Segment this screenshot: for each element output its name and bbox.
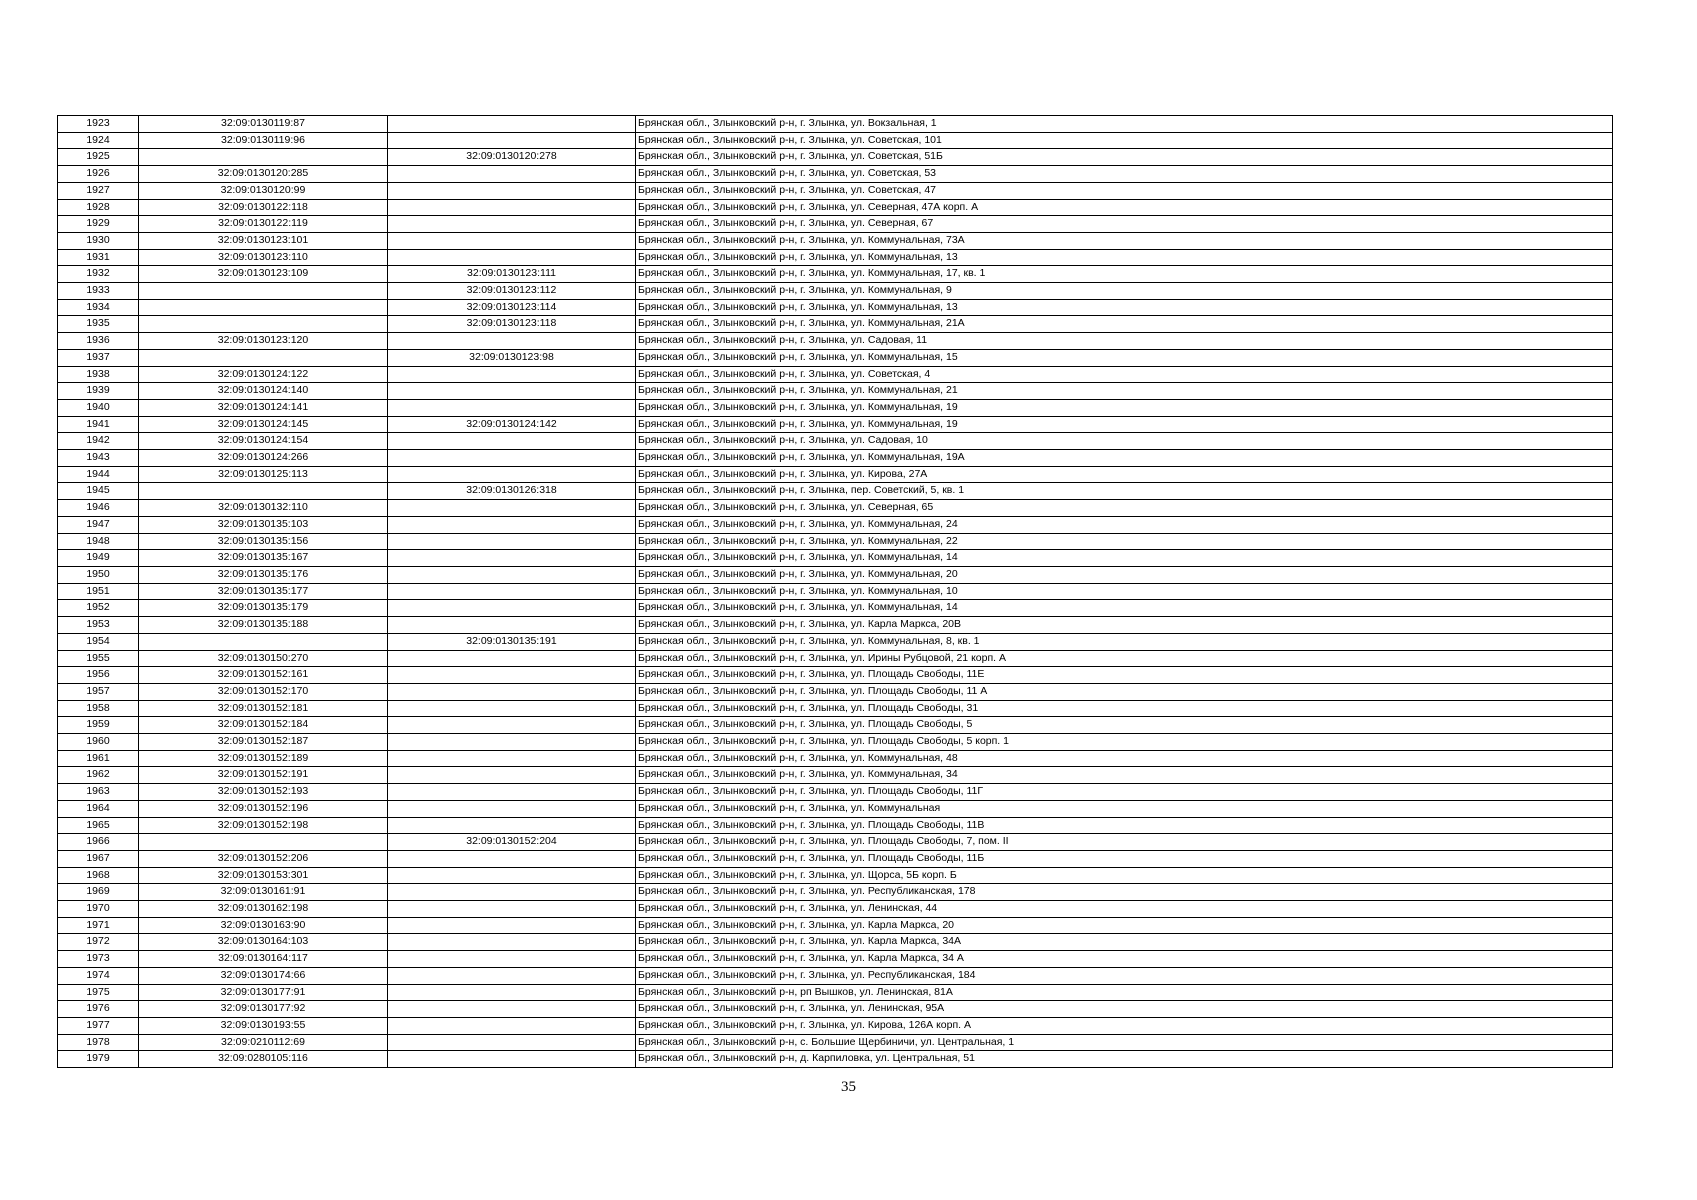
- related-cadastral-number-cell: [388, 249, 636, 266]
- table-row: [58, 951, 1613, 968]
- table-row: [58, 834, 1613, 851]
- table-row: [58, 717, 1613, 734]
- address-cell: Брянская обл., Злынковский р-н, г. Злынка, ул. Коммунальная, 22: [636, 533, 1613, 550]
- row-number-cell: 1968: [58, 867, 139, 884]
- cadastral-number-cell: 32:09:0130152:193: [139, 784, 388, 801]
- cadastral-number-cell: 32:09:0130153:301: [139, 867, 388, 884]
- table-row: [58, 166, 1613, 183]
- address-cell: Брянская обл., Злынковский р-н, г. Злынка, ул. Площадь Свободы, 11 А: [636, 683, 1613, 700]
- row-number-cell: 1943: [58, 450, 139, 467]
- related-cadastral-number-cell: [388, 800, 636, 817]
- row-number-cell: 1976: [58, 1001, 139, 1018]
- related-cadastral-number-cell: [388, 216, 636, 233]
- cadastral-number-cell: 32:09:0130123:109: [139, 266, 388, 283]
- related-cadastral-number-cell: [388, 817, 636, 834]
- related-cadastral-number-cell: [388, 132, 636, 149]
- table-row: [58, 1051, 1613, 1068]
- table-row: [58, 901, 1613, 918]
- address-cell: Брянская обл., Злынковский р-н, г. Злынка, ул. Садовая, 11: [636, 333, 1613, 350]
- row-number-cell: 1956: [58, 667, 139, 684]
- address-cell: Брянская обл., Злынковский р-н, г. Злынка, ул. Коммунальная, 8, кв. 1: [636, 633, 1613, 650]
- related-cadastral-number-cell: [388, 182, 636, 199]
- related-cadastral-number-cell: 32:09:0130135:191: [388, 633, 636, 650]
- row-number-cell: 1972: [58, 934, 139, 951]
- row-number-cell: 1953: [58, 617, 139, 634]
- related-cadastral-number-cell: 32:09:0130124:142: [388, 416, 636, 433]
- address-cell: Брянская обл., Злынковский р-н, г. Злынка, ул. Щорса, 5Б корп. Б: [636, 867, 1613, 884]
- row-number-cell: 1973: [58, 951, 139, 968]
- table-row: [58, 149, 1613, 166]
- table-row: [58, 450, 1613, 467]
- related-cadastral-number-cell: [388, 1034, 636, 1051]
- table-row: [58, 299, 1613, 316]
- row-number-cell: 1966: [58, 834, 139, 851]
- address-cell: Брянская обл., Злынковский р-н, г. Злынка, ул. Северная, 65: [636, 500, 1613, 517]
- related-cadastral-number-cell: [388, 333, 636, 350]
- row-number-cell: 1954: [58, 633, 139, 650]
- related-cadastral-number-cell: [388, 1001, 636, 1018]
- related-cadastral-number-cell: [388, 116, 636, 133]
- cadastral-number-cell: 32:09:0130152:191: [139, 767, 388, 784]
- row-number-cell: 1959: [58, 717, 139, 734]
- row-number-cell: 1935: [58, 316, 139, 333]
- table-row: [58, 366, 1613, 383]
- cadastral-number-cell: 32:09:0130164:103: [139, 934, 388, 951]
- row-number-cell: 1933: [58, 283, 139, 300]
- related-cadastral-number-cell: [388, 550, 636, 567]
- cadastral-number-cell: 32:09:0130152:170: [139, 683, 388, 700]
- table-row: [58, 867, 1613, 884]
- table-row: [58, 633, 1613, 650]
- row-number-cell: 1924: [58, 132, 139, 149]
- cadastral-number-cell: 32:09:0130124:266: [139, 450, 388, 467]
- cadastral-number-cell: 32:09:0130152:161: [139, 667, 388, 684]
- row-number-cell: 1952: [58, 600, 139, 617]
- related-cadastral-number-cell: [388, 617, 636, 634]
- related-cadastral-number-cell: [388, 967, 636, 984]
- row-number-cell: 1971: [58, 917, 139, 934]
- address-cell: Брянская обл., Злынковский р-н, г. Злынка, ул. Северная, 67: [636, 216, 1613, 233]
- row-number-cell: 1958: [58, 700, 139, 717]
- table-row: [58, 132, 1613, 149]
- address-cell: Брянская обл., Злынковский р-н, г. Злынка, ул. Площадь Свободы, 7, пом. II: [636, 834, 1613, 851]
- row-number-cell: 1923: [58, 116, 139, 133]
- table-row: [58, 917, 1613, 934]
- table-row: [58, 1017, 1613, 1034]
- table-row: [58, 333, 1613, 350]
- cadastral-number-cell: 32:09:0130122:119: [139, 216, 388, 233]
- row-number-cell: 1930: [58, 232, 139, 249]
- page-number: 35: [841, 1079, 856, 1095]
- related-cadastral-number-cell: [388, 734, 636, 751]
- related-cadastral-number-cell: [388, 850, 636, 867]
- table-row: [58, 734, 1613, 751]
- row-number-cell: 1963: [58, 784, 139, 801]
- cadastral-number-cell: 32:09:0130164:117: [139, 951, 388, 968]
- row-number-cell: 1944: [58, 466, 139, 483]
- cadastral-number-cell: 32:09:0130124:141: [139, 399, 388, 416]
- address-cell: Брянская обл., Злынковский р-н, г. Злынка, ул. Советская, 51Б: [636, 149, 1613, 166]
- cadastral-number-cell: 32:09:0130162:198: [139, 901, 388, 918]
- related-cadastral-number-cell: [388, 884, 636, 901]
- address-cell: Брянская обл., Злынковский р-н, г. Злынка, ул. Карла Маркса, 20В: [636, 617, 1613, 634]
- table-row: [58, 750, 1613, 767]
- related-cadastral-number-cell: [388, 600, 636, 617]
- row-number-cell: 1937: [58, 349, 139, 366]
- related-cadastral-number-cell: [388, 901, 636, 918]
- registry-table: [57, 115, 1613, 1068]
- cadastral-number-cell: 32:09:0130122:118: [139, 199, 388, 216]
- cadastral-number-cell: 32:09:0130152:189: [139, 750, 388, 767]
- table-row: [58, 817, 1613, 834]
- cadastral-number-cell: 32:09:0130177:91: [139, 984, 388, 1001]
- related-cadastral-number-cell: [388, 750, 636, 767]
- table-row: [58, 383, 1613, 400]
- table-row: [58, 116, 1613, 133]
- address-cell: Брянская обл., Злынковский р-н, г. Злынка, ул. Коммунальная, 13: [636, 299, 1613, 316]
- row-number-cell: 1945: [58, 483, 139, 500]
- cadastral-number-cell: 32:09:0130150:270: [139, 650, 388, 667]
- row-number-cell: 1979: [58, 1051, 139, 1068]
- table-row: [58, 483, 1613, 500]
- address-cell: Брянская обл., Злынковский р-н, г. Злынка, ул. Коммунальная, 9: [636, 283, 1613, 300]
- address-cell: Брянская обл., Злынковский р-н, г. Злынка, ул. Коммунальная: [636, 800, 1613, 817]
- cadastral-number-cell: [139, 316, 388, 333]
- related-cadastral-number-cell: [388, 917, 636, 934]
- address-cell: Брянская обл., Злынковский р-н, рп Вышков, ул. Ленинская, 81А: [636, 984, 1613, 1001]
- address-cell: Брянская обл., Злынковский р-н, г. Злынка, ул. Коммунальная, 73А: [636, 232, 1613, 249]
- row-number-cell: 1929: [58, 216, 139, 233]
- related-cadastral-number-cell: [388, 667, 636, 684]
- cadastral-number-cell: 32:09:0130135:179: [139, 600, 388, 617]
- related-cadastral-number-cell: 32:09:0130123:114: [388, 299, 636, 316]
- table-row: [58, 349, 1613, 366]
- related-cadastral-number-cell: [388, 232, 636, 249]
- related-cadastral-number-cell: [388, 566, 636, 583]
- related-cadastral-number-cell: 32:09:0130123:118: [388, 316, 636, 333]
- table-row: [58, 617, 1613, 634]
- row-number-cell: 1950: [58, 566, 139, 583]
- cadastral-number-cell: 32:09:0130124:122: [139, 366, 388, 383]
- related-cadastral-number-cell: [388, 683, 636, 700]
- address-cell: Брянская обл., Злынковский р-н, г. Злынка, ул. Коммунальная, 14: [636, 600, 1613, 617]
- cadastral-number-cell: 32:09:0130124:140: [139, 383, 388, 400]
- related-cadastral-number-cell: [388, 984, 636, 1001]
- address-cell: Брянская обл., Злынковский р-н, г. Злынка, ул. Вокзальная, 1: [636, 116, 1613, 133]
- related-cadastral-number-cell: [388, 650, 636, 667]
- address-cell: Брянская обл., Злынковский р-н, г. Злынка, ул. Коммунальная, 21: [636, 383, 1613, 400]
- address-cell: Брянская обл., Злынковский р-н, г. Злынка, ул. Ленинская, 95А: [636, 1001, 1613, 1018]
- address-cell: Брянская обл., Злынковский р-н, г. Злынка, ул. Советская, 53: [636, 166, 1613, 183]
- row-number-cell: 1975: [58, 984, 139, 1001]
- address-cell: Брянская обл., Злынковский р-н, г. Злынка, пер. Советский, 5, кв. 1: [636, 483, 1613, 500]
- related-cadastral-number-cell: [388, 717, 636, 734]
- address-cell: Брянская обл., Злынковский р-н, г. Злынка, ул. Карла Маркса, 34 А: [636, 951, 1613, 968]
- cadastral-number-cell: [139, 299, 388, 316]
- related-cadastral-number-cell: 32:09:0130123:112: [388, 283, 636, 300]
- row-number-cell: 1926: [58, 166, 139, 183]
- address-cell: Брянская обл., Злынковский р-н, г. Злынка, ул. Советская, 101: [636, 132, 1613, 149]
- address-cell: Брянская обл., Злынковский р-н, г. Злынка, ул. Коммунальная, 34: [636, 767, 1613, 784]
- table-row: [58, 600, 1613, 617]
- row-number-cell: 1928: [58, 199, 139, 216]
- address-cell: Брянская обл., Злынковский р-н, г. Злынка, ул. Карла Маркса, 20: [636, 917, 1613, 934]
- address-cell: Брянская обл., Злынковский р-н, г. Злынка, ул. Республиканская, 178: [636, 884, 1613, 901]
- related-cadastral-number-cell: [388, 450, 636, 467]
- table-row: [58, 984, 1613, 1001]
- related-cadastral-number-cell: [388, 366, 636, 383]
- table-row: [58, 433, 1613, 450]
- row-number-cell: 1940: [58, 399, 139, 416]
- cadastral-number-cell: 32:09:0130163:90: [139, 917, 388, 934]
- cadastral-number-cell: 32:09:0130120:285: [139, 166, 388, 183]
- cadastral-number-cell: 32:09:0130152:196: [139, 800, 388, 817]
- address-cell: Брянская обл., Злынковский р-н, г. Злынка, ул. Коммунальная, 21А: [636, 316, 1613, 333]
- cadastral-number-cell: 32:09:0130152:187: [139, 734, 388, 751]
- related-cadastral-number-cell: [388, 934, 636, 951]
- address-cell: Брянская обл., Злынковский р-н, г. Злынка, ул. Коммунальная, 19: [636, 399, 1613, 416]
- cadastral-number-cell: 32:09:0130125:113: [139, 466, 388, 483]
- address-cell: Брянская обл., Злынковский р-н, д. Карпиловка, ул. Центральная, 51: [636, 1051, 1613, 1068]
- table-row: [58, 266, 1613, 283]
- related-cadastral-number-cell: [388, 583, 636, 600]
- cadastral-number-cell: 32:09:0130123:110: [139, 249, 388, 266]
- table-row: [58, 550, 1613, 567]
- cadastral-number-cell: 32:09:0130152:181: [139, 700, 388, 717]
- related-cadastral-number-cell: [388, 516, 636, 533]
- row-number-cell: 1946: [58, 500, 139, 517]
- table-row: [58, 316, 1613, 333]
- address-cell: Брянская обл., Злынковский р-н, г. Злынка, ул. Советская, 4: [636, 366, 1613, 383]
- registry-table-body: [58, 116, 1613, 1068]
- table-row: [58, 399, 1613, 416]
- cadastral-number-cell: 32:09:0130135:176: [139, 566, 388, 583]
- address-cell: Брянская обл., Злынковский р-н, г. Злынка, ул. Кирова, 27А: [636, 466, 1613, 483]
- table-row: [58, 199, 1613, 216]
- row-number-cell: 1938: [58, 366, 139, 383]
- related-cadastral-number-cell: 32:09:0130126:318: [388, 483, 636, 500]
- table-row: [58, 700, 1613, 717]
- address-cell: Брянская обл., Злынковский р-н, с. Большие Щербиничи, ул. Центральная, 1: [636, 1034, 1613, 1051]
- related-cadastral-number-cell: [388, 466, 636, 483]
- cadastral-number-cell: 32:09:0130124:154: [139, 433, 388, 450]
- table-row: [58, 850, 1613, 867]
- row-number-cell: 1941: [58, 416, 139, 433]
- related-cadastral-number-cell: [388, 500, 636, 517]
- row-number-cell: 1936: [58, 333, 139, 350]
- table-row: [58, 934, 1613, 951]
- cadastral-number-cell: 32:09:0130135:188: [139, 617, 388, 634]
- row-number-cell: 1957: [58, 683, 139, 700]
- related-cadastral-number-cell: [388, 433, 636, 450]
- table-row: [58, 466, 1613, 483]
- related-cadastral-number-cell: [388, 1017, 636, 1034]
- table-row: [58, 516, 1613, 533]
- cadastral-number-cell: 32:09:0280105:116: [139, 1051, 388, 1068]
- cadastral-number-cell: 32:09:0130120:99: [139, 182, 388, 199]
- address-cell: Брянская обл., Злынковский р-н, г. Злынка, ул. Кирова, 126А корп. А: [636, 1017, 1613, 1034]
- cadastral-number-cell: 32:09:0130119:96: [139, 132, 388, 149]
- row-number-cell: 1969: [58, 884, 139, 901]
- cadastral-number-cell: 32:09:0130135:156: [139, 533, 388, 550]
- address-cell: Брянская обл., Злынковский р-н, г. Злынка, ул. Площадь Свободы, 5: [636, 717, 1613, 734]
- row-number-cell: 1978: [58, 1034, 139, 1051]
- row-number-cell: 1934: [58, 299, 139, 316]
- row-number-cell: 1925: [58, 149, 139, 166]
- related-cadastral-number-cell: [388, 1051, 636, 1068]
- table-row: [58, 784, 1613, 801]
- cadastral-number-cell: [139, 349, 388, 366]
- related-cadastral-number-cell: [388, 951, 636, 968]
- address-cell: Брянская обл., Злынковский р-н, г. Злынка, ул. Коммунальная, 15: [636, 349, 1613, 366]
- table-row: [58, 583, 1613, 600]
- table-row: [58, 967, 1613, 984]
- address-cell: Брянская обл., Злынковский р-н, г. Злынка, ул. Площадь Свободы, 5 корп. 1: [636, 734, 1613, 751]
- cadastral-number-cell: 32:09:0210112:69: [139, 1034, 388, 1051]
- row-number-cell: 1927: [58, 182, 139, 199]
- address-cell: Брянская обл., Злынковский р-н, г. Злынка, ул. Коммунальная, 48: [636, 750, 1613, 767]
- address-cell: Брянская обл., Злынковский р-н, г. Злынка, ул. Коммунальная, 13: [636, 249, 1613, 266]
- table-row: [58, 1001, 1613, 1018]
- row-number-cell: 1961: [58, 750, 139, 767]
- address-cell: Брянская обл., Злынковский р-н, г. Злынка, ул. Площадь Свободы, 11В: [636, 817, 1613, 834]
- table-row: [58, 533, 1613, 550]
- row-number-cell: 1948: [58, 533, 139, 550]
- address-cell: Брянская обл., Злынковский р-н, г. Злынка, ул. Коммунальная, 10: [636, 583, 1613, 600]
- related-cadastral-number-cell: [388, 199, 636, 216]
- row-number-cell: 1939: [58, 383, 139, 400]
- related-cadastral-number-cell: [388, 767, 636, 784]
- address-cell: Брянская обл., Злынковский р-н, г. Злынка, ул. Северная, 47А корп. А: [636, 199, 1613, 216]
- table-row: [58, 283, 1613, 300]
- cadastral-number-cell: 32:09:0130132:110: [139, 500, 388, 517]
- address-cell: Брянская обл., Злынковский р-н, г. Злынка, ул. Площадь Свободы, 11Е: [636, 667, 1613, 684]
- row-number-cell: 1967: [58, 850, 139, 867]
- cadastral-number-cell: 32:09:0130135:177: [139, 583, 388, 600]
- table-row: [58, 650, 1613, 667]
- table-row: [58, 1034, 1613, 1051]
- cadastral-number-cell: 32:09:0130161:91: [139, 884, 388, 901]
- cadastral-number-cell: [139, 283, 388, 300]
- table-row: [58, 500, 1613, 517]
- cadastral-number-cell: 32:09:0130152:206: [139, 850, 388, 867]
- table-row: [58, 249, 1613, 266]
- table-row: [58, 800, 1613, 817]
- row-number-cell: 1974: [58, 967, 139, 984]
- cadastral-number-cell: 32:09:0130152:184: [139, 717, 388, 734]
- row-number-cell: 1960: [58, 734, 139, 751]
- cadastral-number-cell: 32:09:0130174:66: [139, 967, 388, 984]
- address-cell: Брянская обл., Злынковский р-н, г. Злынка, ул. Коммунальная, 17, кв. 1: [636, 266, 1613, 283]
- address-cell: Брянская обл., Злынковский р-н, г. Злынка, ул. Коммунальная, 20: [636, 566, 1613, 583]
- related-cadastral-number-cell: [388, 700, 636, 717]
- row-number-cell: 1962: [58, 767, 139, 784]
- row-number-cell: 1947: [58, 516, 139, 533]
- table-row: [58, 683, 1613, 700]
- cadastral-number-cell: [139, 834, 388, 851]
- address-cell: Брянская обл., Злынковский р-н, г. Злынка, ул. Ирины Рубцовой, 21 корп. А: [636, 650, 1613, 667]
- related-cadastral-number-cell: [388, 166, 636, 183]
- address-cell: Брянская обл., Злынковский р-н, г. Злынка, ул. Садовая, 10: [636, 433, 1613, 450]
- table-row: [58, 667, 1613, 684]
- table-row: [58, 884, 1613, 901]
- cadastral-number-cell: 32:09:0130152:198: [139, 817, 388, 834]
- cadastral-number-cell: 32:09:0130193:55: [139, 1017, 388, 1034]
- address-cell: Брянская обл., Злынковский р-н, г. Злынка, ул. Коммунальная, 14: [636, 550, 1613, 567]
- row-number-cell: 1977: [58, 1017, 139, 1034]
- cadastral-number-cell: 32:09:0130124:145: [139, 416, 388, 433]
- table-row: [58, 416, 1613, 433]
- row-number-cell: 1949: [58, 550, 139, 567]
- cadastral-number-cell: 32:09:0130119:87: [139, 116, 388, 133]
- table-row: [58, 216, 1613, 233]
- related-cadastral-number-cell: 32:09:0130120:278: [388, 149, 636, 166]
- address-cell: Брянская обл., Злынковский р-н, г. Злынка, ул. Ленинская, 44: [636, 901, 1613, 918]
- related-cadastral-number-cell: 32:09:0130152:204: [388, 834, 636, 851]
- row-number-cell: 1932: [58, 266, 139, 283]
- row-number-cell: 1964: [58, 800, 139, 817]
- related-cadastral-number-cell: 32:09:0130123:111: [388, 266, 636, 283]
- cadastral-number-cell: [139, 633, 388, 650]
- table-row: [58, 182, 1613, 199]
- address-cell: Брянская обл., Злынковский р-н, г. Злынка, ул. Карла Маркса, 34А: [636, 934, 1613, 951]
- cadastral-number-cell: [139, 149, 388, 166]
- related-cadastral-number-cell: [388, 383, 636, 400]
- row-number-cell: 1951: [58, 583, 139, 600]
- cadastral-number-cell: [139, 483, 388, 500]
- address-cell: Брянская обл., Злынковский р-н, г. Злынка, ул. Площадь Свободы, 11Г: [636, 784, 1613, 801]
- cadastral-number-cell: 32:09:0130177:92: [139, 1001, 388, 1018]
- address-cell: Брянская обл., Злынковский р-н, г. Злынка, ул. Коммунальная, 19: [636, 416, 1613, 433]
- row-number-cell: 1965: [58, 817, 139, 834]
- row-number-cell: 1942: [58, 433, 139, 450]
- related-cadastral-number-cell: [388, 399, 636, 416]
- cadastral-number-cell: 32:09:0130135:167: [139, 550, 388, 567]
- address-cell: Брянская обл., Злынковский р-н, г. Злынка, ул. Площадь Свободы, 31: [636, 700, 1613, 717]
- row-number-cell: 1955: [58, 650, 139, 667]
- row-number-cell: 1931: [58, 249, 139, 266]
- cadastral-number-cell: 32:09:0130123:120: [139, 333, 388, 350]
- table-row: [58, 232, 1613, 249]
- row-number-cell: 1970: [58, 901, 139, 918]
- related-cadastral-number-cell: 32:09:0130123:98: [388, 349, 636, 366]
- table-row: [58, 767, 1613, 784]
- address-cell: Брянская обл., Злынковский р-н, г. Злынка, ул. Республиканская, 184: [636, 967, 1613, 984]
- cadastral-number-cell: 32:09:0130135:103: [139, 516, 388, 533]
- related-cadastral-number-cell: [388, 867, 636, 884]
- address-cell: Брянская обл., Злынковский р-н, г. Злынка, ул. Коммунальная, 19А: [636, 450, 1613, 467]
- address-cell: Брянская обл., Злынковский р-н, г. Злынка, ул. Советская, 47: [636, 182, 1613, 199]
- address-cell: Брянская обл., Злынковский р-н, г. Злынка, ул. Коммунальная, 24: [636, 516, 1613, 533]
- table-row: [58, 566, 1613, 583]
- related-cadastral-number-cell: [388, 784, 636, 801]
- address-cell: Брянская обл., Злынковский р-н, г. Злынка, ул. Площадь Свободы, 11Б: [636, 850, 1613, 867]
- related-cadastral-number-cell: [388, 533, 636, 550]
- cadastral-number-cell: 32:09:0130123:101: [139, 232, 388, 249]
